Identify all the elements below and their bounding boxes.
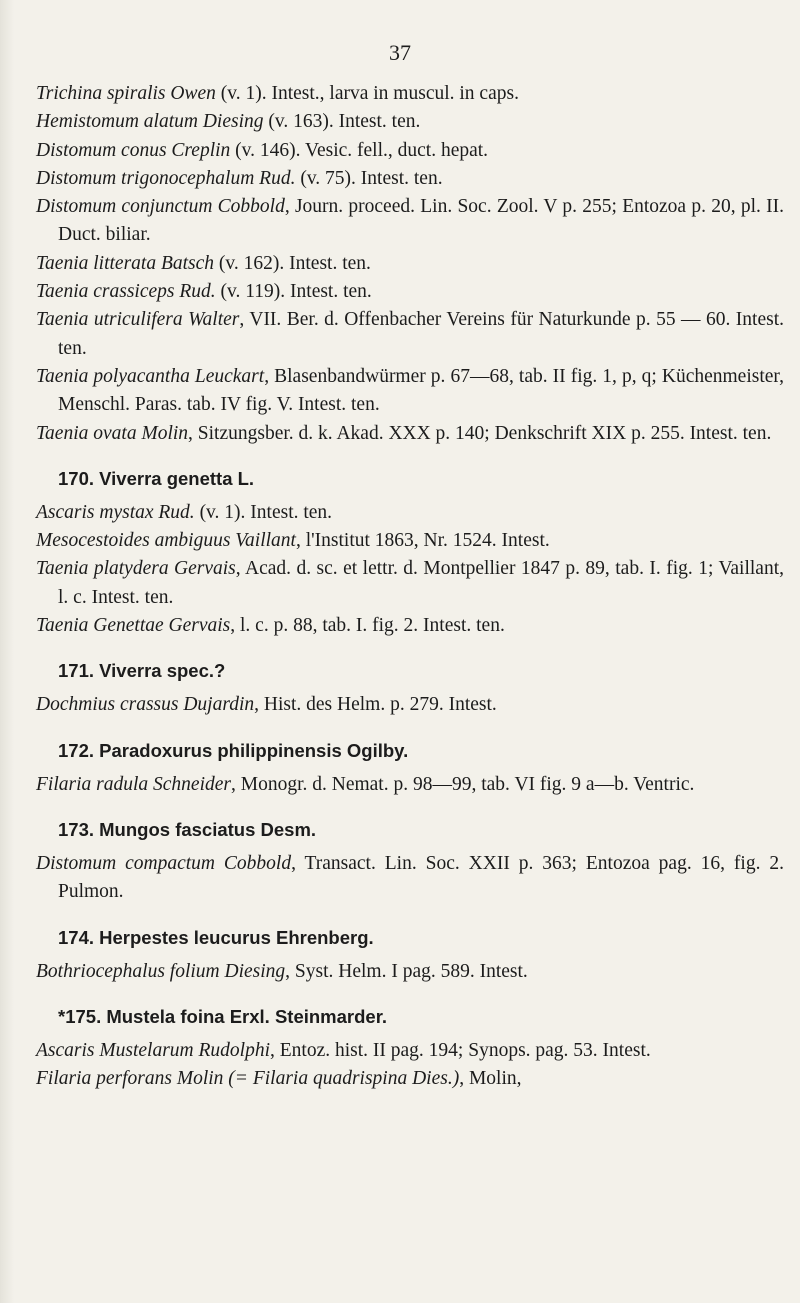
species-name: Filaria perforans Molin (= Filaria quadrispina Dies.): [36, 1068, 460, 1090]
species-name: Ascaris Mustelarum Rudolphi: [36, 1039, 270, 1061]
citation-text: , Blasenbandwürmer p. 67—68, tab. II fig. 1, p, q; Küchenmeister, Menschl. Paras. tab. IV fig. V. Intest. ten.: [58, 365, 784, 416]
parasite-entry: [36, 250, 784, 278]
parasite-entry: [36, 193, 784, 250]
citation-text: , l. c. p. 88, tab. I. fig. 2. Intest. ten.: [230, 615, 505, 637]
parasite-entry: [36, 691, 784, 719]
species-name: Taenia utriculifera Walter: [36, 309, 240, 331]
parasite-entry: [36, 80, 784, 108]
species-name: Dochmius crassus Dujardin: [36, 694, 255, 716]
species-name: Distomum compactum Cobbold: [36, 852, 292, 874]
citation-text: , VII. Ber. d. Offenbacher Vereins für Naturkunde p. 55 — 60. Intest. ten.: [58, 309, 784, 359]
citation-text: (v. 163). Intest. ten.: [263, 111, 421, 133]
citation-text: , Entoz. hist. II pag. 194; Synops. pag. 53. Intest.: [270, 1039, 651, 1061]
species-name: Filaria radula Schneider: [36, 773, 231, 795]
species-name: Ascaris mystax Rud.: [36, 501, 195, 523]
page-edge-shadow: [0, 0, 14, 1303]
parasite-entry: [36, 165, 784, 193]
citation-text: , Acad. d. sc. et lettr. d. Montpellier 1847 p. 89, tab. I. fig. 1; Vaillant, l. c. Intest. ten.: [58, 558, 785, 608]
species-name: Trichina spiralis Owen: [36, 83, 216, 104]
species-name: Taenia litterata Batsch: [36, 252, 215, 274]
species-name: Distomum trigonocephalum Rud.: [36, 167, 296, 189]
document-body: [36, 80, 784, 1093]
section-heading: 170. Viverra genetta L.: [58, 467, 255, 489]
citation-text: (v. 119). Intest. ten.: [215, 281, 372, 303]
parasite-entry: [36, 958, 784, 986]
citation-text: , l'Institut 1863, Nr. 1524. Intest.: [295, 530, 550, 552]
citation-text: , Syst. Helm. I pag. 589. Intest.: [285, 960, 528, 982]
species-name: Taenia Genettae Gervais: [36, 615, 231, 637]
citation-text: , Monogr. d. Nemat. p. 98—99, tab. VI fig. 9 a—b. Ventric.: [230, 773, 695, 795]
species-name: Bothriocephalus folium Diesing: [36, 960, 286, 982]
parasite-entry: [36, 527, 784, 555]
species-name: Mesocestoides ambiguus Vaillant: [36, 530, 296, 552]
section-heading: 171. Viverra spec.?: [58, 660, 226, 682]
parasite-entry: [36, 612, 784, 640]
species-name: Taenia ovata Molin: [36, 422, 189, 444]
section-heading: 174. Herpestes leucurus Ehrenberg.: [58, 926, 374, 948]
parasite-entry: [36, 1037, 784, 1065]
parasite-entry: [36, 499, 784, 527]
section-heading: *175. Mustela foina Erxl. Steinmarder.: [58, 1005, 388, 1027]
citation-text: (v. 146). Vesic. fell., duct. hepat.: [230, 139, 489, 161]
citation-text: (v. 162). Intest. ten.: [214, 252, 371, 274]
species-name: Taenia crassiceps Rud.: [36, 281, 216, 303]
parasite-entry: [36, 278, 784, 306]
citation-text: , Hist. des Helm. p. 279. Intest.: [254, 694, 497, 716]
section-heading: 173. Mungos fasciatus Desm.: [58, 818, 317, 840]
section-heading: 172. Paradoxurus philippinensis Ogilby.: [58, 739, 409, 761]
parasite-entry: [36, 306, 784, 363]
page-number: 37: [389, 40, 411, 65]
citation-text: (v. 1). Intest., larva in muscul. in caps.: [215, 83, 519, 104]
parasite-entry: [36, 363, 784, 420]
citation-text: , Sitzungsber. d. k. Akad. XXX p. 140; Denkschrift XIX p. 255. Intest. ten.: [188, 422, 772, 444]
citation-text: , Journ. proceed. Lin. Soc. Zool. V p. 255; Entozoa p. 20, pl. II. Duct. biliar.: [58, 196, 784, 246]
species-name: Distomum conus Creplin: [36, 139, 231, 161]
parasite-entry: [36, 137, 784, 165]
species-name: Hemistomum alatum Diesing: [36, 111, 264, 133]
species-name: Taenia platydera Gervais: [36, 558, 236, 580]
parasite-entry: [36, 108, 784, 136]
parasite-entry: [36, 771, 784, 799]
parasite-entry: [36, 555, 784, 612]
citation-text: , Molin,: [459, 1068, 522, 1090]
species-name: Distomum conjunctum Cobbold: [36, 196, 285, 218]
citation-text: , Transact. Lin. Soc. XXII p. 363; Entozoa pag. 16, fig. 2. Pulmon.: [58, 852, 784, 903]
citation-text: (v. 1). Intest. ten.: [194, 501, 333, 523]
parasite-entry: [36, 850, 784, 907]
parasite-entry: [36, 420, 784, 448]
species-name: Taenia polyacantha Leuckart: [36, 365, 265, 387]
parasite-entry: [36, 1065, 784, 1093]
citation-text: (v. 75). Intest. ten.: [295, 167, 443, 189]
